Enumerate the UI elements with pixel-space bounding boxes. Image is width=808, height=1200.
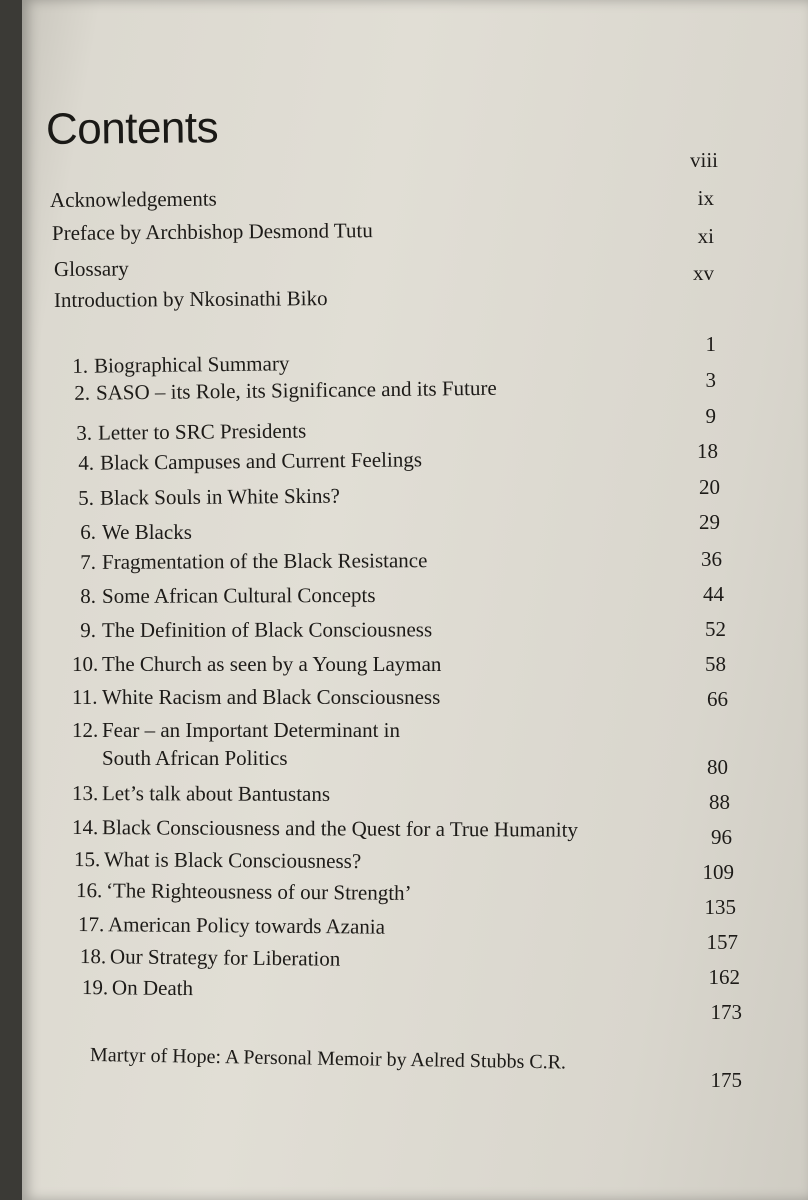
toc-page-number: 157 <box>706 930 738 954</box>
toc-page-number: 66 <box>707 687 728 711</box>
toc-entry-label: Acknowledgements <box>49 186 217 212</box>
toc-entry-label: Introduction by Nkosinathi Biko <box>53 286 328 312</box>
toc-page-number: 135 <box>704 895 736 919</box>
toc-page-number: 29 <box>699 510 720 534</box>
toc-page-number: 175 <box>710 1068 742 1092</box>
toc-chapter-label: 18. Our Strategy for Liberation <box>79 944 341 971</box>
toc-page-number: 58 <box>705 652 726 676</box>
toc-page-number: 96 <box>711 825 732 849</box>
toc-chapter-label: 1. Biographical Summary <box>72 351 290 378</box>
toc-chapter-label: 14. Black Consciousness and the Quest for a True Humanity <box>71 815 579 842</box>
toc-page-number: 162 <box>708 965 740 989</box>
toc-chapter-label-continued: South African Politics <box>102 746 288 770</box>
toc-page-number: 80 <box>707 755 728 779</box>
toc-page-number: 109 <box>702 860 734 884</box>
toc-chapter-label: 11. White Racism and Black Consciousness <box>72 685 441 709</box>
toc-chapter-label: 2. SASO – its Role, its Significance and its Future <box>74 375 497 405</box>
toc-chapter-label: 8. Some African Cultural Concepts <box>80 582 376 608</box>
toc-page-number: 18 <box>697 439 718 463</box>
toc-page-number: xi <box>697 224 714 248</box>
toc-chapter-label: 12. Fear – an Important Determinant in <box>72 718 400 742</box>
toc-chapter-label: 6. We Blacks <box>80 520 192 544</box>
toc-chapter-label: 13. Let’s talk about Bantustans <box>71 781 331 806</box>
toc-page-number: 9 <box>705 404 716 428</box>
toc-chapter-label: 5. Black Souls in White Skins? <box>78 483 341 510</box>
toc-page-number: 88 <box>709 790 730 814</box>
toc-page-number: 1 <box>705 332 716 356</box>
toc-page-number: 36 <box>701 547 722 571</box>
toc-page-number: 173 <box>710 1000 742 1024</box>
toc-page-number: xv <box>693 261 714 285</box>
toc-chapter-label: 15. What is Black Consciousness? <box>73 847 362 874</box>
toc-entry-label: Preface by Archbishop Desmond Tutu <box>51 218 373 245</box>
toc-chapter-label: 4. Black Campuses and Current Feelings <box>78 447 423 475</box>
toc-chapter-label: 10. The Church as seen by a Young Layman <box>72 652 442 676</box>
toc-chapter-label: 19. On Death <box>81 975 194 1001</box>
toc-page-number: 44 <box>703 582 724 606</box>
toc-page-number: 20 <box>699 475 720 499</box>
toc-entry-label: Martyr of Hope: A Personal Memoir by Aelred Stubbs C.R. <box>89 1044 567 1074</box>
toc-chapter-label: 17. American Policy towards Azania <box>77 912 386 939</box>
toc-page-number: 52 <box>705 617 726 641</box>
toc-entry-label: Glossary <box>53 256 129 281</box>
toc-chapter-label: 16. ‘The Righteousness of our Strength’ <box>75 878 412 905</box>
page-title: Contents <box>45 103 219 154</box>
book-page <box>22 0 808 1200</box>
toc-chapter-label: 3. Letter to SRC Presidents <box>76 418 307 445</box>
toc-page-number: 3 <box>705 368 716 392</box>
toc-chapter-label: 7. Fragmentation of the Black Resistance <box>80 548 428 574</box>
toc-chapter-label: 9. The Definition of Black Consciousness <box>80 617 433 642</box>
toc-page-number: ix <box>697 186 714 210</box>
toc-page-number: viii <box>689 148 718 172</box>
